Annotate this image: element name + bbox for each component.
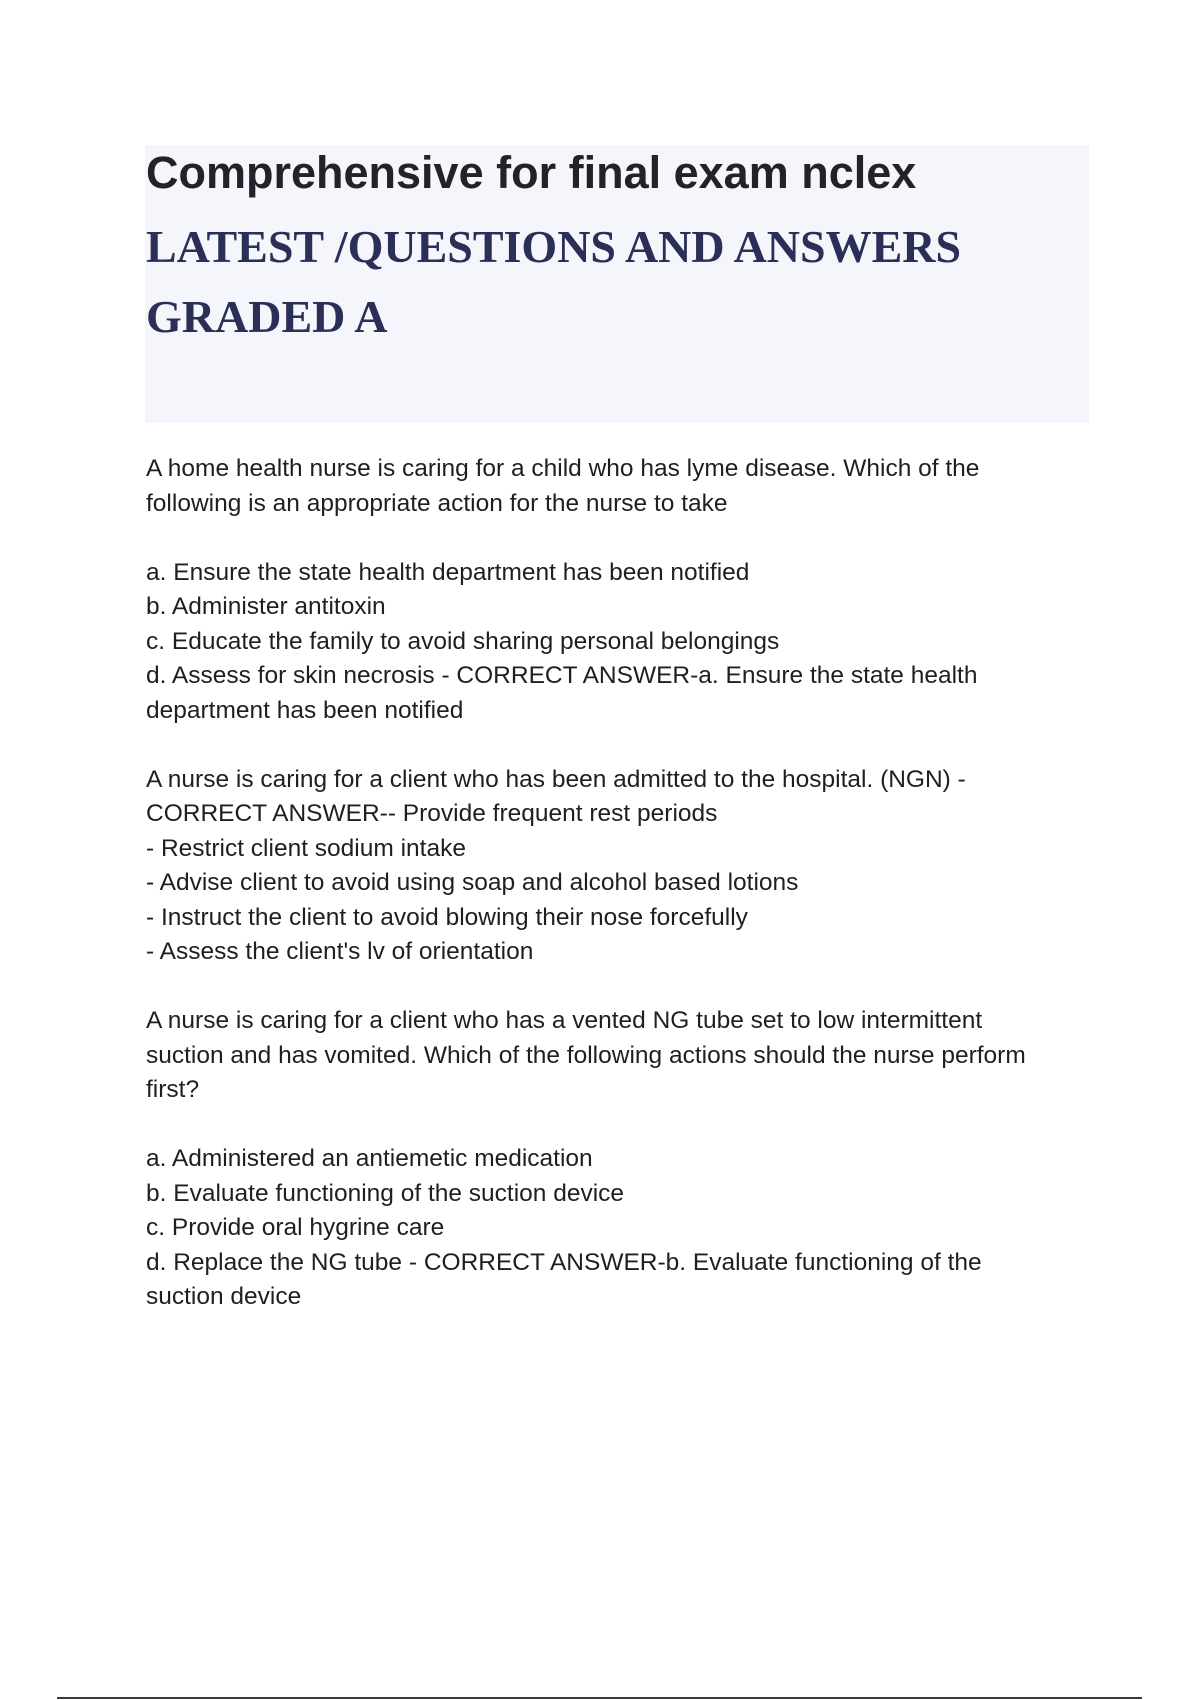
question-1-option-a: a. Ensure the state health department has been notified <box>146 558 750 586</box>
question-2-answer-item: - Advise client to avoid using soap and alcohol based lotions <box>146 869 799 896</box>
question-3-option-d: d. Replace the NG tube - CORRECT ANSWER-b. Evaluate functioning of the <box>146 1248 982 1276</box>
document-subtitle: LATEST /QUESTIONS AND ANSWERS GRADED A <box>146 221 962 342</box>
question-3-stem-line: first? <box>146 1076 200 1103</box>
question-1-option-d-continued: department has been notified <box>146 696 464 724</box>
question-3-options <box>146 1142 1096 1315</box>
question-3-option-d-continued: suction device <box>146 1283 302 1310</box>
document-body <box>146 452 1096 1349</box>
question-1-option-c: c. Educate the family to avoid sharing personal belongings <box>146 627 780 655</box>
footer-divider <box>57 1697 1142 1699</box>
question-3-option-c: c. Provide oral hygrine care <box>146 1214 445 1241</box>
question-1-stem-line: following is an appropriate action for the nurse to take <box>146 489 728 517</box>
question-3-stem-line: suction and has vomited. Which of the following actions should the nurse perform <box>146 1041 1026 1069</box>
question-2-answer-item: - Assess the client's lv of orientation <box>146 938 534 965</box>
question-1-stem-line: A home health nurse is caring for a child who has lyme disease. Which of the <box>146 455 980 482</box>
question-2-answer-item: - Instruct the client to avoid blowing their nose forcefully <box>146 903 748 931</box>
question-2 <box>146 763 1096 970</box>
question-3-option-a: a. Administered an antiemetic medication <box>146 1145 593 1172</box>
question-2-stem-line: CORRECT ANSWER-- Provide frequent rest periods <box>146 800 718 827</box>
question-3-stem-line: A nurse is caring for a client who has a vented NG tube set to low intermittent <box>146 1007 983 1034</box>
question-1-options <box>146 556 1096 729</box>
question-3-option-b: b. Evaluate functioning of the suction device <box>146 1179 625 1207</box>
question-1-option-d: d. Assess for skin necrosis - CORRECT ANSWER-a. Ensure the state health <box>146 662 978 689</box>
question-1-stem <box>146 452 1096 521</box>
question-2-stem-line: A nurse is caring for a client who has been admitted to the hospital. (NGN) - <box>146 765 966 793</box>
question-1-option-b: b. Administer antitoxin <box>146 593 386 620</box>
question-3-stem <box>146 1004 1096 1108</box>
question-2-answer-item: - Restrict client sodium intake <box>146 834 466 862</box>
document-title: Comprehensive for final exam nclex <box>146 147 917 198</box>
